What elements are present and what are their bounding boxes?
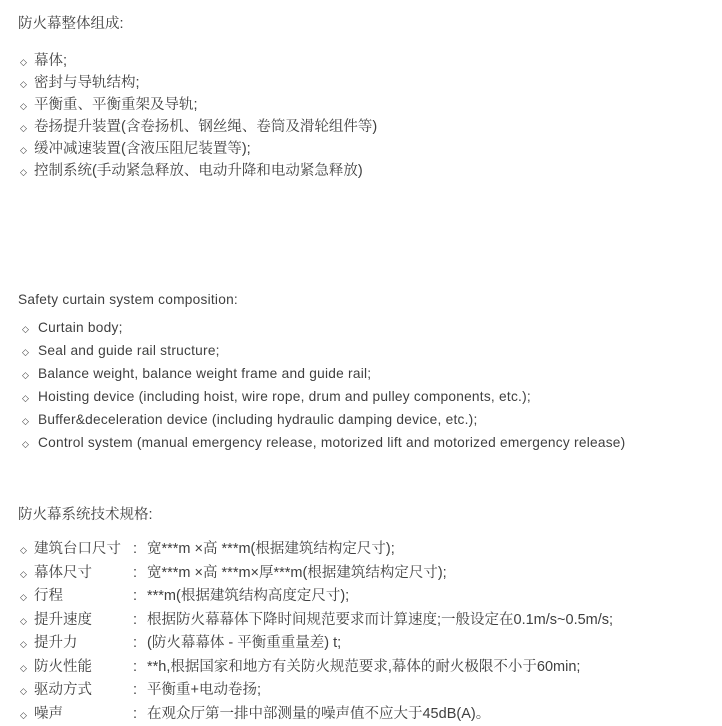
spec-value: 根据防火幕幕体下降时间规范要求而计算速度;一般设定在0.1m/s~0.5m/s; (147, 609, 708, 632)
section-safety-curtain-composition-en (18, 289, 708, 455)
list-item (18, 95, 708, 117)
spec-value: 平衡重+电动卷扬; (147, 679, 708, 702)
spec-colon: : (133, 538, 147, 561)
diamond-bullet-icon: ◇ (20, 633, 34, 656)
diamond-bullet-icon: ◇ (22, 388, 38, 409)
section-title: Safety curtain system composition: (18, 289, 708, 310)
list-item-text: Seal and guide rail structure; (38, 340, 220, 361)
spec-row (18, 656, 708, 680)
spec-value: 宽***m ×高 ***m×厚***m(根据建筑结构定尺寸); (147, 562, 708, 585)
list-item-text: 密封与导轨结构; (34, 73, 140, 94)
spec-colon: : (133, 609, 147, 632)
diamond-bullet-icon: ◇ (20, 680, 34, 703)
diamond-bullet-icon: ◇ (22, 342, 38, 363)
bullet-list (18, 51, 708, 183)
spec-row (18, 703, 708, 726)
list-item (18, 161, 708, 183)
spec-row (18, 538, 708, 562)
list-item (18, 139, 708, 161)
list-item-text: Control system (manual emergency release, motorized lift and motorized emergency release) (38, 432, 625, 453)
diamond-bullet-icon: ◇ (20, 162, 34, 183)
spec-row (18, 679, 708, 703)
list-item (18, 340, 708, 363)
diamond-bullet-icon: ◇ (20, 610, 34, 633)
diamond-bullet-icon: ◇ (20, 52, 34, 73)
list-item (18, 386, 708, 409)
list-item-text: Buffer&deceleration device (including hydraulic damping device, etc.); (38, 409, 478, 430)
spec-row (18, 609, 708, 633)
diamond-bullet-icon: ◇ (20, 118, 34, 139)
list-item-text: 缓冲减速装置(含液压阻尼装置等); (34, 139, 251, 160)
spec-row (18, 632, 708, 656)
spec-value: 在观众厅第一排中部测量的噪声值不应大于45dB(A)。 (147, 703, 708, 726)
spec-label: 防火性能 (34, 656, 133, 679)
list-item (18, 363, 708, 386)
section-title: 防火幕系统技术规格: (18, 505, 708, 525)
section-title: 防火幕整体组成: (18, 14, 708, 34)
list-item-text: Hoisting device (including hoist, wire rope, drum and pulley components, etc.); (38, 386, 531, 407)
bullet-list (18, 317, 708, 455)
diamond-bullet-icon: ◇ (22, 411, 38, 432)
diamond-bullet-icon: ◇ (20, 563, 34, 586)
spec-value: ***m(根据建筑结构高度定尺寸); (147, 585, 708, 608)
section-technical-specs-zh (18, 505, 708, 726)
diamond-bullet-icon: ◇ (20, 704, 34, 726)
spec-label: 驱动方式 (34, 679, 133, 702)
list-item (18, 432, 708, 455)
diamond-bullet-icon: ◇ (20, 539, 34, 562)
diamond-bullet-icon: ◇ (22, 319, 38, 340)
list-item (18, 409, 708, 432)
diamond-bullet-icon: ◇ (22, 434, 38, 455)
diamond-bullet-icon: ◇ (20, 657, 34, 680)
spec-label: 行程 (34, 585, 133, 608)
spec-label: 幕体尺寸 (34, 562, 133, 585)
list-item-text: 控制系统(手动紧急释放、电动升降和电动紧急释放) (34, 161, 363, 182)
diamond-bullet-icon: ◇ (20, 140, 34, 161)
diamond-bullet-icon: ◇ (20, 96, 34, 117)
list-item-text: Curtain body; (38, 317, 123, 338)
spec-colon: : (133, 562, 147, 585)
list-item (18, 117, 708, 139)
spec-value: **h,根据国家和地方有关防火规范要求,幕体的耐火极限不小于60min; (147, 656, 708, 679)
spec-colon: : (133, 585, 147, 608)
list-item-text: Balance weight, balance weight frame and guide rail; (38, 363, 371, 384)
diamond-bullet-icon: ◇ (20, 74, 34, 95)
spec-colon: : (133, 656, 147, 679)
diamond-bullet-icon: ◇ (22, 365, 38, 386)
section-fire-curtain-composition-zh (18, 14, 708, 183)
spec-value: 宽***m ×高 ***m(根据建筑结构定尺寸); (147, 538, 708, 561)
spec-colon: : (133, 632, 147, 655)
list-item (18, 73, 708, 95)
list-item (18, 317, 708, 340)
list-item-text: 卷扬提升装置(含卷扬机、钢丝绳、卷筒及滑轮组件等) (34, 117, 377, 138)
spec-value: (防火幕幕体 - 平衡重重量差) t; (147, 632, 708, 655)
spec-list (18, 538, 708, 726)
spec-label: 提升速度 (34, 609, 133, 632)
list-item-text: 平衡重、平衡重架及导轨; (34, 95, 198, 116)
spec-row (18, 562, 708, 586)
spec-row (18, 585, 708, 609)
spec-colon: : (133, 703, 147, 726)
spec-label: 提升力 (34, 632, 133, 655)
diamond-bullet-icon: ◇ (20, 586, 34, 609)
spec-colon: : (133, 679, 147, 702)
list-item-text: 幕体; (34, 51, 67, 72)
spec-label: 建筑台口尺寸 (34, 538, 133, 561)
spec-label: 噪声 (34, 703, 133, 726)
list-item (18, 51, 708, 73)
